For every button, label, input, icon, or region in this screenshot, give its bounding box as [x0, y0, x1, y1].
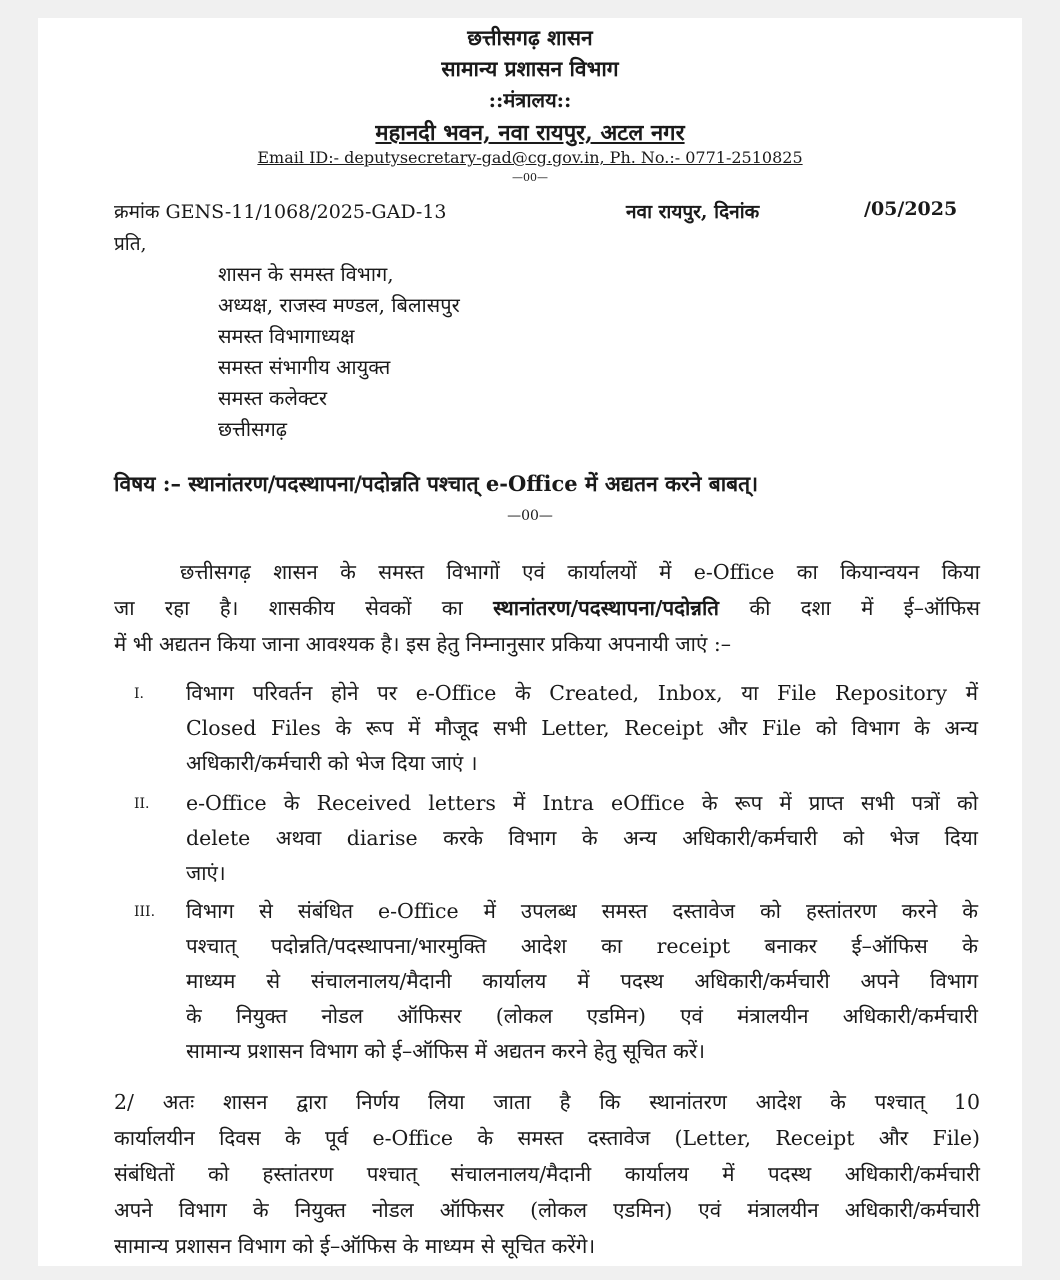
- paragraph-line: जा रहा है। शासकीय सेवकों का स्थानांतरण/पदस्थापना/पदोन्नति की दशा में ई–ऑफिस: [114, 596, 980, 620]
- document-page: [38, 18, 1022, 1266]
- to-label: प्रति,: [114, 233, 147, 255]
- office-address: महानदी भवन, नवा रायपुर, अटल नगर: [375, 120, 685, 146]
- subject-separator: —00—: [507, 508, 553, 524]
- recipient-line: समस्त विभागाध्यक्ष: [218, 324, 355, 348]
- paragraph-line: कार्यालयीन दिवस के पूर्व e-Office के समस्त दस्तावेज (Letter, Receipt और File): [114, 1126, 980, 1150]
- paragraph-line: में भी अद्यतन किया जाना आवश्यक है। इस हेतु निम्नानुसार प्रकिया अपनायी जाएं :–: [114, 632, 731, 656]
- paragraph-line: सामान्य प्रशासन विभाग को ई–ऑफिस के माध्यम से सूचित करेंगे।: [114, 1234, 596, 1258]
- item-number: III.: [134, 904, 156, 920]
- item-number: I.: [134, 686, 144, 702]
- subject-line: विषय :– स्थानांतरण/पदस्थापना/पदोन्नति पश्चात् e-Office में अद्यतन करने बाबत्।: [114, 471, 759, 496]
- paragraph-line: छत्तीसगढ़ शासन के समस्त विभागों एवं कार्यालयों में e-Office का कियान्वयन किया: [180, 560, 980, 584]
- date-value: /05/2025: [864, 198, 958, 220]
- recipient-line: शासन के समस्त विभाग,: [218, 262, 394, 286]
- recipient-line: समस्त कलेक्टर: [218, 386, 328, 410]
- emphasis-text: स्थानांतरण/पदस्थापना/पदोन्नति: [493, 596, 719, 620]
- contact-line: Email ID:- deputysecretary-gad@cg.gov.in, Ph. No.:- 0771-2510825: [257, 148, 803, 167]
- paragraph-line: 2/ अतः शासन द्वारा निर्णय लिया जाता है कि स्थानांतरण आदेश के पश्चात् 10: [114, 1090, 980, 1114]
- recipient-line: अध्यक्ष, राजस्व मण्डल, बिलासपुर: [218, 293, 460, 317]
- intro-paragraph: [114, 554, 980, 662]
- govt-name: छत्तीसगढ़ शासन: [467, 25, 593, 50]
- recipient-line: समस्त संभागीय आयुक्त: [218, 355, 391, 379]
- department-name: सामान्य प्रशासन विभाग: [441, 56, 619, 81]
- paragraph-line: अपने विभाग के नियुक्त नोडल ऑफिसर (लोकल एडमिन) एवं मंत्रालयीन अधिकारी/कर्मचारी: [114, 1198, 980, 1222]
- paragraph-line: संबंधितों को हस्तांतरण पश्चात् संचालनालय/मैदानी कार्यालय में पदस्थ अधिकारी/कर्मचारी: [114, 1162, 980, 1186]
- ministry-label: ::मंत्रालय::: [488, 88, 572, 112]
- recipient-line: छत्तीसगढ़: [218, 417, 288, 441]
- list-item: e-Office के Received letters में Intra eOffice के रूप में प्राप्त सभी पत्रों को delete अथवा diarise करके विभाग के अन्य अधिकारी/कर्मचारी को भेज दिया जाएं।: [186, 791, 978, 885]
- reference-number: क्रमांक GENS-11/1068/2025-GAD-13: [114, 201, 447, 223]
- list-item: विभाग परिवर्तन होने पर e-Office के Created, Inbox, या File Repository में Closed Files के रूप में मौजूद सभी Letter, Receipt और File को विभाग के अन्य अधिकारी/कर्मचारी को भेज दिया जाएं ।: [186, 681, 978, 775]
- header-separator: —00—: [512, 171, 548, 184]
- item-number: II.: [134, 796, 150, 812]
- decision-paragraph: [114, 1084, 980, 1264]
- list-item: विभाग से संबंधित e-Office में उपलब्ध समस्त दस्तावेज को हस्तांतरण करने के पश्चात् पदोन्नति/पदस्थापना/भारमुक्ति आदेश का receipt बनाकर ई–ऑफिस के माध्यम से संचालनालय/मैदानी कार्यालय में पदस्थ अधिकारी/कर्मचारी अपने विभाग के नियुक्त नोडल ऑफिसर (लोकल एडमिन) एवं मंत्रालयीन अधिकारी/कर्मचारी सामान्य प्रशासन विभाग को ई–ऑफिस में अद्यतन करने हेतु सूचित करें।: [186, 899, 978, 1063]
- place-date-label: नवा रायपुर, दिनांक: [626, 201, 760, 223]
